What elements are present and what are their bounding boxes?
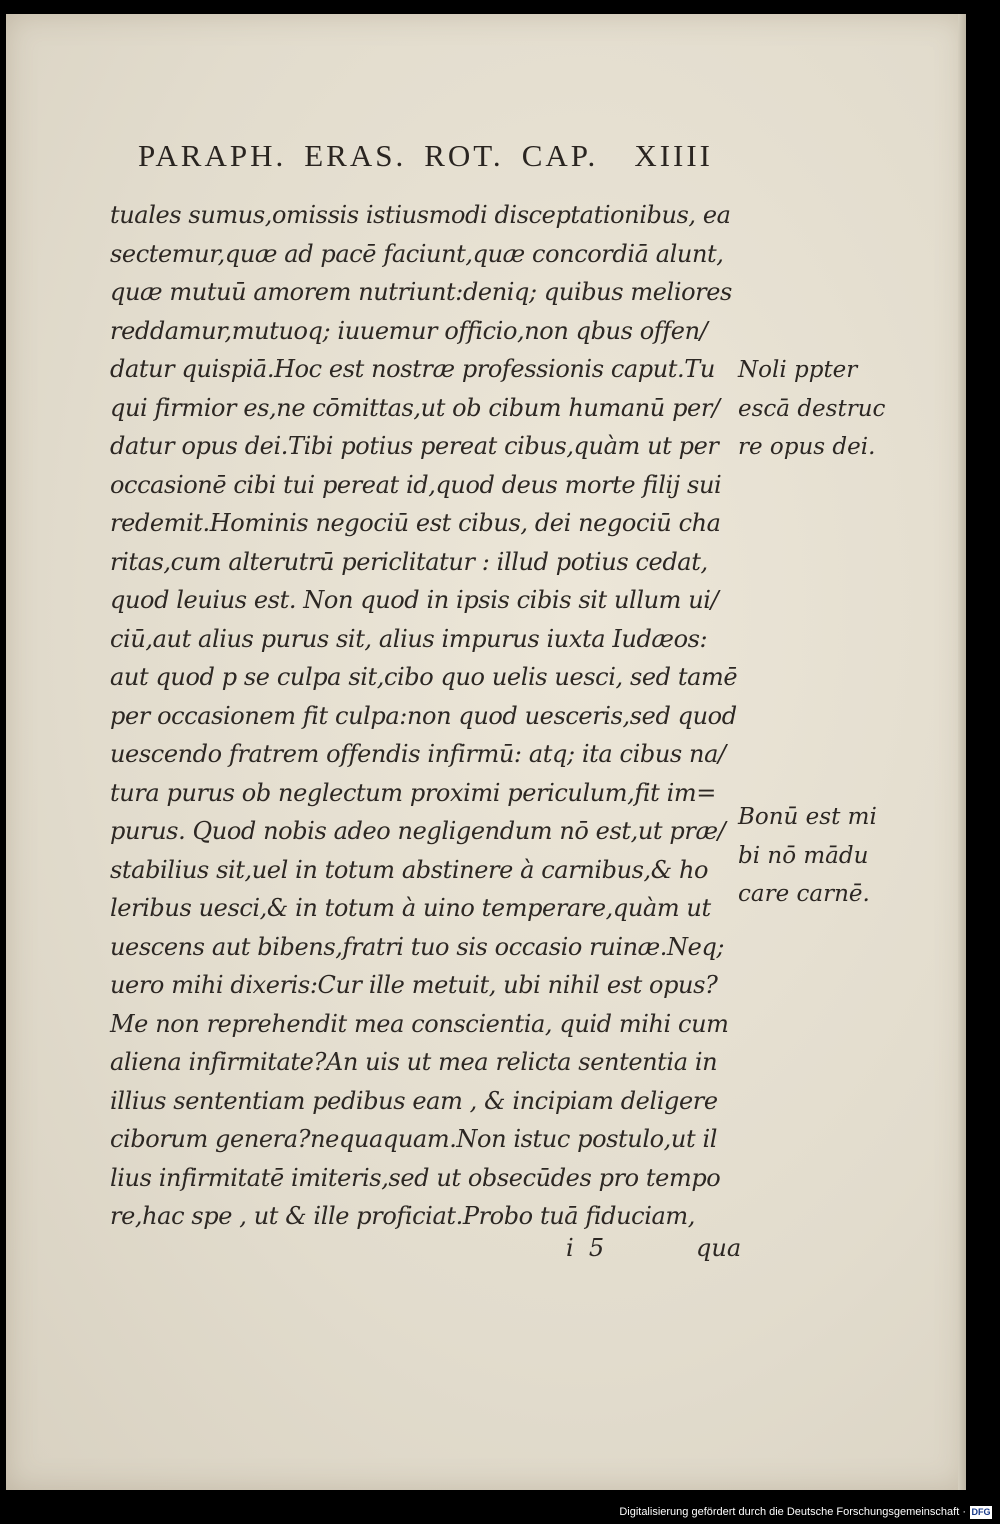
page-edge xyxy=(958,14,966,1490)
margin-note-line: care carnē. xyxy=(738,881,870,907)
text-line: quod leuius est. Non quod in ipsis cibis sit ullum ui/ xyxy=(110,586,719,614)
margin-note-line: re opus dei. xyxy=(738,434,876,460)
book-page xyxy=(6,14,966,1490)
text-line: ritas,cum alterutrū periclitatur : illud potius cedat, xyxy=(110,547,708,576)
text-line: ciū,aut alius purus sit, alius impurus iuxta Iudæos: xyxy=(110,624,708,653)
text-line: uescendo fratrem offendis infirmū: atq; ita cibus na/ xyxy=(110,740,726,768)
text-line: stabilius sit,uel in totum abstinere à carnibus,& ho xyxy=(110,855,709,884)
page-footer xyxy=(566,1234,756,1272)
text-line: quæ mutuū amorem nutriunt:deniq; quibus meliores xyxy=(110,278,732,306)
margin-note xyxy=(738,798,908,914)
text-line: purus. Quod nobis adeo negligendum nō est,ut præ/ xyxy=(110,817,726,845)
header-part: XIIII xyxy=(634,138,713,173)
running-header xyxy=(138,138,738,174)
text-line: datur quispiā.Hoc est nostræ professionis caput.Tu xyxy=(110,355,715,383)
margin-note-line: Noli ppter xyxy=(738,357,858,383)
header-part: PARAPH. xyxy=(138,138,287,173)
text-line: redemit.Hominis negociū est cibus, dei negociū cha xyxy=(110,509,721,537)
dfg-logo: DFG xyxy=(971,1507,991,1517)
text-line: uero mihi dixeris:Cur ille metuit, ubi nihil est opus? xyxy=(110,971,718,999)
text-line: occasionē cibi tui pereat id,quod deus morte filij sui xyxy=(110,470,722,499)
text-line: tura purus ob neglectum proximi periculum,fit im= xyxy=(110,778,716,807)
text-line: Me non reprehendit mea conscientia, quid mihi cum xyxy=(110,1009,729,1038)
text-line: datur opus dei.Tibi potius pereat cibus,quàm ut per xyxy=(110,432,719,460)
header-part: CAP. xyxy=(521,138,599,173)
text-line: illius sententiam pedibus eam , & incipiam deligere xyxy=(110,1086,718,1115)
catchword: qua xyxy=(696,1234,742,1262)
margin-note-line: Bonū est mi xyxy=(738,804,877,830)
margin-note-line: bi nō mādu xyxy=(738,842,869,869)
text-line: aliena infirmitate?An uis ut mea relicta sententia in xyxy=(110,1048,718,1076)
text-line: uescens aut bibens,fratri tuo sis occasio ruinæ.Neq; xyxy=(110,932,725,961)
text-line: lius infirmitatē imiteris,sed ut obsecūdes pro tempo xyxy=(110,1163,721,1192)
margin-note-line: escā destruc xyxy=(738,395,886,422)
text-line: per occasionem fit culpa:non quod uesceris,sed quod xyxy=(110,701,737,730)
signature-mark: i 5 xyxy=(566,1234,605,1262)
text-line: re,hac spe , ut & ille proficiat.Probo tuā fiduciam, xyxy=(110,1202,695,1230)
digitization-credit: Digitalisierung gefördert durch die Deutsche Forschungsgemeinschaft · xyxy=(619,1506,966,1518)
header-part: ROT. xyxy=(424,138,504,173)
text-line: reddamur,mutuoq; iuuemur officio,non qbus offen/ xyxy=(110,316,708,345)
text-line: tuales sumus,omissis istiusmodi disceptationibus, ea xyxy=(110,201,731,229)
text-line: leribus uesci,& in totum à uino temperare,quàm ut xyxy=(110,894,711,922)
text-line: ciborum genera?nequaquam.Non istuc postulo,ut il xyxy=(110,1125,717,1153)
text-line: aut quod p se culpa sit,cibo quo uelis uesci, sed tamē xyxy=(110,663,738,691)
margin-note xyxy=(738,351,908,467)
header-part: ERAS. xyxy=(304,138,407,173)
body-text xyxy=(110,196,750,1236)
text-line: sectemur,quæ ad pacē faciunt,quæ concordiā alunt, xyxy=(110,239,724,268)
text-line: qui firmior es,ne cōmittas,ut ob cibum humanū per/ xyxy=(110,393,720,422)
